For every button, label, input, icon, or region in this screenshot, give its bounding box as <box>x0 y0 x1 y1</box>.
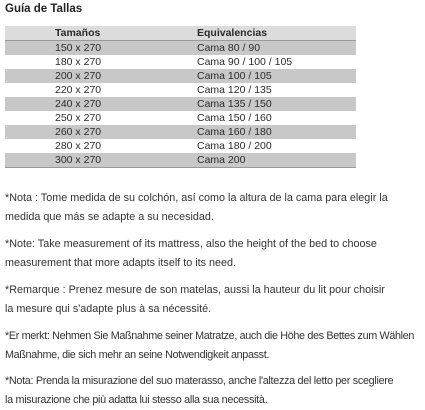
table-row <box>5 111 356 125</box>
size-cell: 300 x 270 <box>5 153 197 168</box>
equivalence-cell: Cama 160 / 180 <box>197 125 356 139</box>
equivalence-cell: Cama 90 / 100 / 105 <box>197 55 356 69</box>
size-cell: 240 x 270 <box>5 97 197 111</box>
note-italian <box>5 372 421 410</box>
table-row <box>5 139 356 153</box>
size-cell: 150 x 270 <box>5 41 197 56</box>
note-line: *Er merkt: Nehmen Sie Maßnahme seiner Matratze, auch die Höhe des Bettes zum Wählen <box>5 330 415 342</box>
note-line: medida que más se adapte a su necesidad. <box>5 211 214 223</box>
size-cell: 220 x 270 <box>5 83 197 97</box>
equivalence-cell: Cama 120 / 135 <box>197 83 356 97</box>
note-line: measurement that more adapts itself to its need. <box>5 257 237 269</box>
table-row <box>5 83 356 97</box>
note-spanish <box>5 189 421 227</box>
note-line: *Nota : Tome medida de su colchón, así como la altura de la cama para elegir la <box>5 192 388 204</box>
note-line: la misurazione che più adatta lui stesso alla sua necessità. <box>5 394 268 406</box>
note-line: *Nota: Prenda la misurazione del suo materasso, anche l'altezza del letto per scegliere <box>5 375 394 387</box>
equivalence-cell: Cama 80 / 90 <box>197 41 356 56</box>
column-header-equivalence: Equivalencias <box>197 26 356 41</box>
note-french <box>5 281 421 319</box>
page-title: Guía de Tallas <box>5 3 83 15</box>
size-cell: 200 x 270 <box>5 69 197 83</box>
table-header-row <box>5 26 356 41</box>
size-cell: 250 x 270 <box>5 111 197 125</box>
size-cell: 260 x 270 <box>5 125 197 139</box>
column-header-size: Tamaños <box>5 26 197 41</box>
table-row <box>5 55 356 69</box>
table-row <box>5 41 356 56</box>
table-row <box>5 153 356 168</box>
equivalence-cell: Cama 135 / 150 <box>197 97 356 111</box>
table-row <box>5 69 356 83</box>
equivalence-cell: Cama 200 <box>197 153 356 168</box>
equivalence-cell: Cama 180 / 200 <box>197 139 356 153</box>
equivalence-cell: Cama 100 / 105 <box>197 69 356 83</box>
table-row <box>5 125 356 139</box>
note-line: *Remarque : Prenez mesure de son matelas, aussi la hauteur du lit pour choisir <box>5 284 385 296</box>
equivalence-cell: Cama 150 / 160 <box>197 111 356 125</box>
note-line: la mesure qui s'adapte plus à sa nécessité. <box>5 303 212 315</box>
size-cell: 280 x 270 <box>5 139 197 153</box>
size-table <box>5 26 356 168</box>
note-english <box>5 235 421 273</box>
note-line: *Note: Take measurement of its mattress, also the height of the bed to choose <box>5 238 377 250</box>
table-row <box>5 97 356 111</box>
size-cell: 180 x 270 <box>5 55 197 69</box>
note-line: Maßnahme, die sich mehr an seine Notwendigkeit anpasst. <box>5 349 270 361</box>
note-german <box>5 327 421 365</box>
